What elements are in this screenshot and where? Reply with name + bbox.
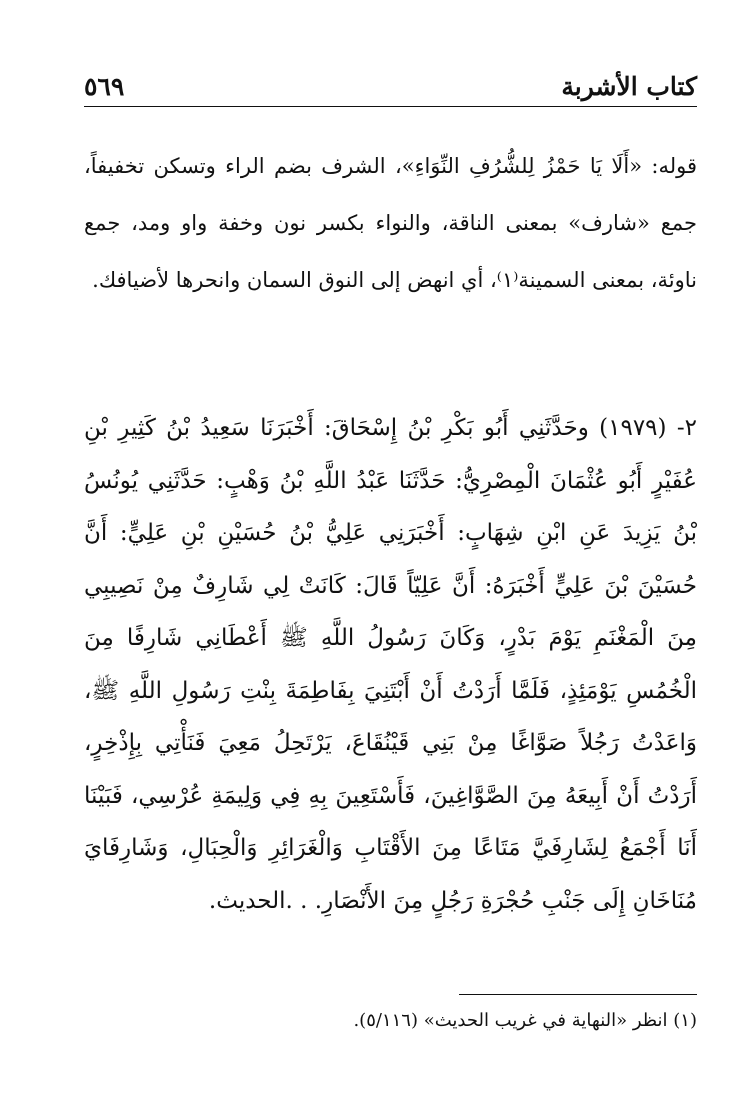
hadith-paragraph: ٢- (١٩٧٩) وحَدَّثَنِي أَبُو بَكْرِ بْنُ إِسْحَاقَ: أَخْبَرَنَا سَعِيدُ بْنُ كَثِيرِ بْنِ عُفَيْرٍ أَبُو عُثْمَانَ الْمِصْرِيُّ: حَدَّثَنَا عَبْدُ اللَّهِ بْنُ وَهْبٍ: حَدَّثَنِي يُونُسُ بْنُ يَزِيدَ عَنِ ابْنِ شِهَابٍ: أَخْبَرَنِي عَلِيُّ بْنُ حُسَيْنِ بْنِ عَلِيٍّ: أَنَّ حُسَيْنَ بْنَ عَلِيٍّ أَخْبَرَهُ: أَنَّ عَلِيّاً قَالَ: كَانَتْ لِي شَارِفٌ مِنْ نَصِيبِي مِنَ الْمَغْنَمِ يَوْمَ بَدْرٍ، وَكَانَ رَسُولُ اللَّهِ ﷺ أَعْطَانِي شَارِفًا مِنَ الْخُمُسِ يَوْمَئِذٍ، فَلَمَّا أَرَدْتُ أَنْ أَبْتَنِيَ بِفَاطِمَةَ بِنْتِ رَسُولِ اللَّهِ ﷺ، وَاعَدْتُ رَجُلاً صَوَّاغًا مِنْ بَنِي قَيْنُقَاعَ، يَرْتَحِلُ مَعِيَ فَنَأْتِي بِإِذْخِرٍ، أَرَدْتُ أَنْ أَبِيعَهُ مِنَ الصَّوَّاغِينَ، فَأَسْتَعِينَ بِهِ فِي وَلِيمَةِ عُرْسِي، فَبَيْنَا أَنَا أَجْمَعُ لِشَارِفَيَّ مَتَاعًا مِنَ الأَقْتَابِ وَالْغَرَائِرِ وَالْحِبَالِ، وَشَارِفَايَ مُنَاخَانِ إِلَى جَنْبِ حُجْرَةِ رَجُلٍ مِنَ الأَنْصَارِ. . .الحديث. — [84, 415, 697, 914]
footnote-section — [84, 1006, 697, 1036]
commentary-paragraph: قوله: «أَلَا يَا حَمْزُ لِلشُّرُفِ النِّوَاءِ»، الشرف بضم الراء وتسكن تخفيفاً، جمع «شارف» بمعنى الناقة، والنواء بكسر نون وخفة واو ومد، جمع ناوئة، بمعنى السمينة⁽١⁾، أي انهض إلى النوق السمان وانحرها لأضيافك. — [84, 154, 697, 292]
commentary-section — [84, 138, 697, 309]
hadith-section — [84, 402, 697, 927]
footnote-divider — [459, 994, 697, 995]
running-header — [84, 66, 697, 107]
footnote-text: (١) انظر «النهاية في غريب الحديث» (٥/١١٦). — [353, 1010, 697, 1031]
book-title: كتاب الأشربة — [561, 71, 697, 101]
page-number: ٥٦٩ — [84, 71, 125, 101]
